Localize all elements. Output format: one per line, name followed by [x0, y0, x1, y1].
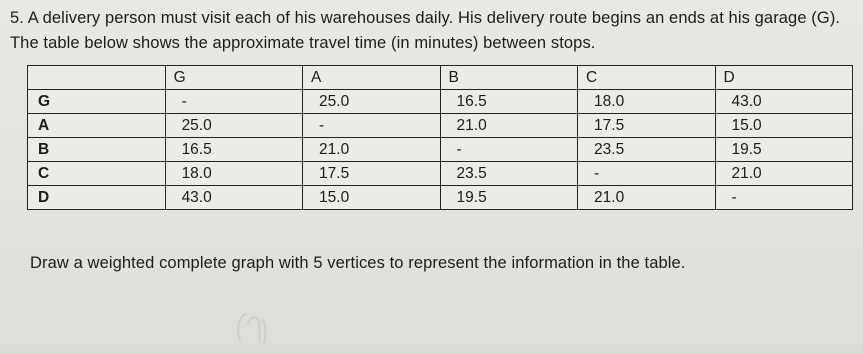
column-header-a: A	[303, 66, 440, 90]
table-cell: 15.0	[715, 114, 853, 138]
row-header-g: G	[28, 90, 166, 114]
row-header-d: D	[28, 186, 166, 210]
table-header-row	[28, 66, 853, 90]
table-row	[28, 186, 853, 210]
table-row	[28, 114, 853, 138]
table-cell: 18.0	[165, 162, 302, 186]
table-cell: 16.5	[440, 90, 577, 114]
column-header-d: D	[715, 66, 853, 90]
table-cell: 25.0	[165, 114, 302, 138]
travel-time-table	[27, 65, 853, 210]
row-header-a: A	[28, 114, 166, 138]
pencil-scribble	[230, 300, 278, 348]
table-corner-cell	[28, 66, 166, 90]
column-header-g: G	[165, 66, 302, 90]
table-cell: 18.0	[578, 90, 715, 114]
table-row	[28, 162, 853, 186]
table-cell: 16.5	[165, 138, 302, 162]
table-cell: 17.5	[578, 114, 715, 138]
instruction-text: Draw a weighted complete graph with 5 vertices to represent the information in the table.	[30, 254, 686, 272]
table-cell: 43.0	[715, 90, 853, 114]
table-cell: 19.5	[440, 186, 577, 210]
table-cell: 17.5	[303, 162, 440, 186]
problem-statement	[10, 6, 855, 56]
table-cell: -	[303, 114, 440, 138]
table-cell: 21.0	[303, 138, 440, 162]
problem-text: A delivery person must visit each of his warehouses daily. His delivery route begins an ends at his garage (G). The table below shows the approximate travel time (in minutes) between stops.	[10, 9, 841, 52]
problem-number: 5.	[10, 9, 24, 27]
table-cell: 23.5	[578, 138, 715, 162]
table-cell: 21.0	[715, 162, 853, 186]
table-row	[28, 90, 853, 114]
table-row	[28, 138, 853, 162]
column-header-c: C	[578, 66, 715, 90]
table-cell: -	[715, 186, 853, 210]
row-header-b: B	[28, 138, 166, 162]
table-cell: 43.0	[165, 186, 302, 210]
table-cell: -	[578, 162, 715, 186]
table-cell: 21.0	[578, 186, 715, 210]
table-cell: 21.0	[440, 114, 577, 138]
table-cell: 19.5	[715, 138, 853, 162]
row-header-c: C	[28, 162, 166, 186]
table-cell: -	[165, 90, 302, 114]
table-cell: 25.0	[303, 90, 440, 114]
table-cell: 15.0	[303, 186, 440, 210]
table-cell: 23.5	[440, 162, 577, 186]
column-header-b: B	[440, 66, 577, 90]
table-cell: -	[440, 138, 577, 162]
